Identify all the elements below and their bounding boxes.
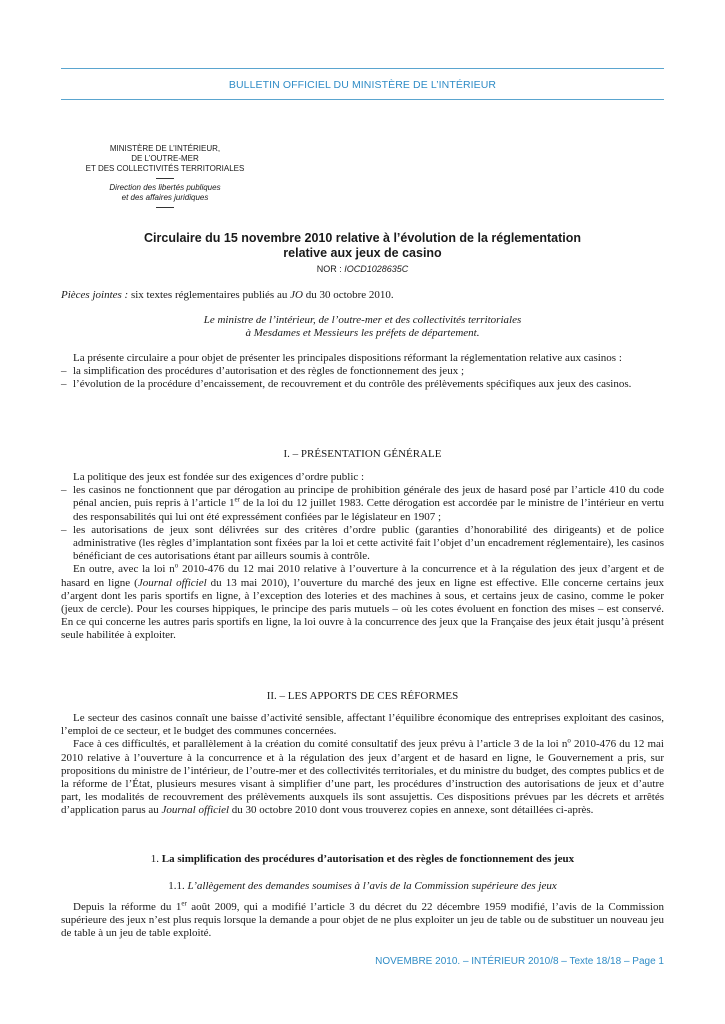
ministry-block (60, 144, 270, 212)
title-line-2: relative aux jeux de casino (283, 246, 442, 260)
ministry-line-2: DE L’OUTRE-MER (131, 154, 199, 163)
header-top-rule (61, 68, 664, 69)
section-1-paragraph-2 (61, 563, 664, 642)
s2-para-2-text-a: Face à ces difficultés, et parallèlement à la création du comité consultatif des jeux prévu à l’article 3 de la loi n (73, 738, 568, 751)
section-2-heading: II. – LES APPORTS DE CES RÉFORMES (266, 690, 459, 702)
bullet-1-text-b: de la loi du 12 juillet 1983. Cette dérogation est accordée par le ministre de l’intérieur en vertu des responsabilités qui lui ont été expressément confiées par le législateur en 1907 ; (73, 497, 664, 523)
direction-line-1: Direction des libertés publiques (109, 183, 221, 192)
ss-para-text-b: août 2009, qui a modifié l’article 3 du décret du 22 décembre 1959 modifié, l’avis de la Commission supérieure des jeux n’est plus requis lorsque la demande a pour objet de ne plus exploiter un jeu de table ou de substituer un nouveau jeu de table à un jeu de table exploité. (61, 901, 664, 940)
subsection-1-title: La simplification des procédures d’autorisation et des règles de fonctionnement des jeux (161, 853, 575, 865)
intro-bullet-2-text: l’évolution de la procédure d’encaissement, de recouvrement et du contrôle des prélèvements spécifiques aux jeux des casinos. (73, 378, 632, 391)
subsection-1-number: 1. (150, 853, 162, 865)
intro-bullet: – l’évolution de la procédure d’encaissement, de recouvrement et du contrôle des prélèvements spécifiques aux jeux des casinos. (61, 378, 632, 391)
direction-line-2: et des affaires juridiques (121, 193, 209, 202)
subsection-1-1-title: L’allègement des demandes soumises à l’avis de la Commission supérieure des jeux (187, 880, 557, 892)
s2-para-2-text-b: 2010-476 du 12 mai 2010 relative à l’ouverture à la concurrence et à la régulation des jeux d’argent et de hasard en ligne, le Gouvernement a pris, sur propositions du ministre de l’intérieur, de l’outre-mer et des collectivités territoriales, et du ministre du budget, des comptes publics et de la réforme de l’État, plusieurs mesures visant à simplifier d’une part, les procédures d’instruction des autorisations de jeux et d’autre part, les modalités de recouvrement des prélèvements auxquels ils sont assujettis. Ces dispositions prévues par les décrets et arrêtés d’application parus au (61, 738, 664, 817)
addressee-line-1: Le ministre de l’intérieur, de l’outre-mer et des collectivités territoriales (203, 314, 522, 326)
para-2-jo: Journal officiel (137, 576, 207, 589)
bullet-1-text-a: les casinos ne fonctionnent que par dérogation au principe de prohibition générale des jeux de hasard posé par l’article 410 du code pénal ancien, puis repris à l’article 1 (73, 484, 664, 510)
ministry-line-3: ET DES COLLECTIVITÉS TERRITORIALES (85, 164, 245, 173)
section-2-paragraph-2 (61, 738, 664, 817)
nor-reference (61, 264, 664, 274)
document-title (61, 231, 664, 261)
para-2-text-a: En outre, avec la loi n (73, 563, 175, 576)
para-2-sup: o (174, 561, 179, 570)
s2-para-2-sup: o (567, 736, 571, 745)
section-1-paragraph-1: La politique des jeux est fondée sur des exigences d’ordre public : (73, 471, 365, 483)
attachments-label: Pièces jointes : (61, 289, 129, 301)
section-2-paragraph-1: Le secteur des casinos connaît une baisse d’activité sensible, affectant l’équilibre économique des entreprises exploitant des casinos, l’emploi de ce secteur, et le budget des communes concernées. (61, 712, 664, 738)
ss-para-sup: er (181, 899, 187, 908)
section-1-bullet-2: – les autorisations de jeux sont délivrées sur des critères d’ordre public (garanties d’honorabilité des dirigeants) et de police administrative (les règles d’implantation sont fixées par la loi et cette activité fait l’objet d’un encadrement réglementaire), les casinos bénéficiant de ces autorisations étant par ailleurs soumis à contrôle. (61, 523, 664, 563)
s2-para-2-text-c: du 30 octobre 2010 dont vous trouverez copies en annexe, sont détaillées ci-après. (229, 804, 594, 817)
ministry-divider (156, 178, 174, 179)
ministry-line-1: MINISTÈRE DE L’INTÉRIEUR, (109, 144, 221, 153)
title-line-1: Circulaire du 15 novembre 2010 relative à l’évolution de la réglementation (144, 231, 581, 245)
intro-block (61, 352, 664, 392)
attachments-text: six textes réglementaires publiés au (128, 289, 291, 301)
para-2-text-c: du 13 mai 2010), l’ouverture du marché des jeux en ligne est effective. Elle concerne certains jeux d’argent dont les paris sportifs en ligne, à l’exception des loteries et des machines à sous, et certains jeux de casino, comme le poker (jeux de cercle). Pour les courses hippiques, le principe des paris mutuels – où les cotes évoluent en fonction des mises – est conservé. En ce qui concerne les autres paris sportifs en ligne, la loi ouvre à la concurrence des jeux que la Française des jeux était jusqu’à présent seule habilitée à exploiter. (61, 576, 665, 642)
direction-divider (156, 207, 174, 208)
section-2-body (61, 712, 664, 818)
nor-label: NOR : (316, 264, 345, 274)
subsection-1-heading (61, 853, 664, 865)
header-bottom-rule (61, 99, 664, 100)
section-1-heading: I. – PRÉSENTATION GÉNÉRALE (283, 448, 442, 460)
subsection-1-1-number: 1.1. (168, 880, 188, 892)
intro-paragraph: La présente circulaire a pour objet de présenter les principales dispositions réformant la réglementation relative aux casinos : (73, 352, 622, 364)
s2-para-2-jo: Journal officiel (161, 804, 230, 817)
intro-bullet-1-text: la simplification des procédures d’autorisation et des règles de fonctionnement des jeux ; (73, 365, 464, 378)
intro-bullet: – la simplification des procédures d’autorisation et des règles de fonctionnement des jeux ; (61, 365, 464, 378)
ss-para-text-a: Depuis la réforme du 1 (73, 901, 182, 913)
section-1-body (61, 471, 664, 643)
section-1-bullet-1: – les casinos ne fonctionnent que par dérogation au principe de prohibition générale des jeux de hasard posé par l’article 410 du code pénal ancien, puis repris à l’article 1er de la loi du 12 juillet 1983. Cette dérogation est accordée par le ministre de l’intérieur en vertu des responsabilités qui lui ont été expressément confiées par le législateur en 1907 ; (61, 484, 664, 523)
para-2-text-b: 2010-476 du 12 mai 2010 relative à l’ouverture à la concurrence et à la régulation des jeux d’argent et de hasard en ligne ( (61, 563, 664, 589)
attachments-line (61, 289, 664, 302)
subsection-1-1-heading (61, 880, 664, 892)
addressee-block (61, 314, 664, 340)
subsection-1-1-paragraph (61, 901, 664, 941)
nor-value: IOCD1028635C (344, 264, 409, 274)
bullet-2-text: les autorisations de jeux sont délivrées sur des critères d’ordre public (garanties d’honorabilité des dirigeants) et de police administrative (les règles d’implantation sont fixées par la loi et cette activité fait l’objet d’un encadrement réglementaire), les casinos bénéficiant de ces autorisations étant par ailleurs soumis à contrôle. (73, 523, 664, 563)
bulletin-header: BULLETIN OFFICIEL DU MINISTÈRE DE L’INTÉRIEUR (228, 79, 497, 91)
bullet-1-sup: er (234, 495, 240, 504)
attachments-jo: JO (290, 289, 303, 301)
page-footer: NOVEMBRE 2010. – INTÉRIEUR 2010/8 – Texte 18/18 – Page 1 (375, 956, 664, 967)
subsection-1-1-body (61, 901, 664, 941)
attachments-date: du 30 octobre 2010. (302, 289, 394, 301)
addressee-line-2: à Mesdames et Messieurs les préfets de département. (245, 327, 480, 340)
